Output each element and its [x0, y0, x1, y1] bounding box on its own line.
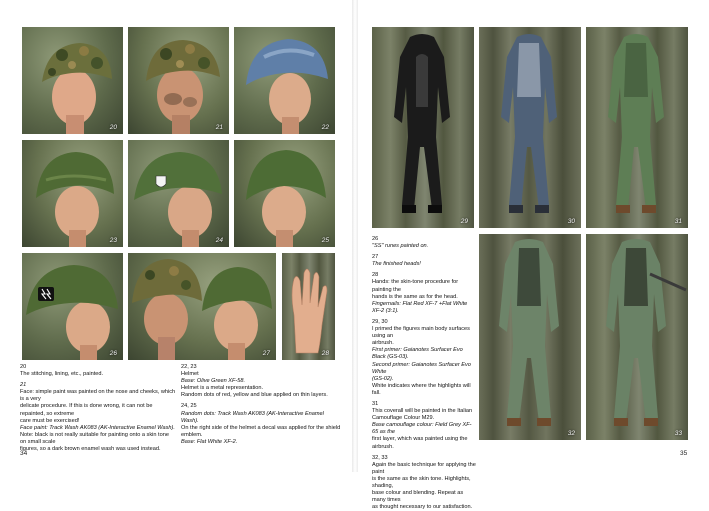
- caption-line: base colour and blending. Repeat as many times: [372, 490, 464, 504]
- caption-line: Random dots: Track Wash AK083 (AK-Interactive Enamel Wash).: [181, 410, 324, 424]
- head-green-helmet-ss-runes-illustration: [22, 253, 123, 360]
- caption-line: as thought necessary to our satisfaction.: [372, 504, 473, 511]
- caption-number: 21: [20, 382, 27, 389]
- captions-right-column: [372, 236, 476, 511]
- caption-line: Note: black is not really suitable for painting onto a skin tone on small scale: [20, 431, 169, 445]
- caption-number: 22, 23: [181, 364, 197, 370]
- photo-28: [282, 253, 335, 360]
- caption-line: Face: simple paint was painted on the nose and cheeks, which is a very: [20, 389, 176, 403]
- photo-24: [128, 140, 229, 247]
- photo-30: [479, 27, 581, 228]
- photo-number: 26: [109, 350, 117, 357]
- caption-line: Face paint: Track Wash AK083 (AK-Interactive Enamel Wash).: [20, 424, 175, 431]
- caption-line: Base: Flat White XF-2.: [181, 438, 238, 445]
- caption-line: is the same as the skin tone. Highlights, shading,: [372, 475, 471, 489]
- photo-21: [128, 27, 229, 134]
- head-green-helmet-illustration: [22, 140, 123, 247]
- black-coverall-illustration: [372, 27, 474, 228]
- photo-23: [22, 140, 123, 247]
- caption-line: First primer: Gaianotes Surfacer Evo Black (GS-03).: [372, 347, 463, 361]
- head-camo-helmet-illustration: [22, 27, 123, 134]
- grey-coverall-illustration: [479, 27, 581, 228]
- caption-number: 29, 30: [372, 318, 388, 325]
- caption-line: figures, so a dark brown enamel wash was used instead.: [20, 446, 161, 453]
- camo-coverall-illustration: [479, 234, 581, 440]
- page-number-right: 35: [680, 450, 688, 457]
- photo-22: [234, 27, 335, 134]
- caption-number: 28: [372, 272, 379, 279]
- photo-29: [372, 27, 474, 228]
- caption-line: White indicates where the highlights will fall.: [372, 382, 471, 396]
- caption-line: care must be exercised!: [20, 417, 80, 424]
- photo-25: [234, 140, 335, 247]
- caption-line: On the right side of the helmet a decal was applied for the shield emblem.: [181, 424, 341, 438]
- head-blue-helmet-illustration: [234, 27, 335, 134]
- camo-coverall-illustration: [586, 234, 688, 440]
- photo-31: [586, 27, 688, 228]
- caption-line: airbrush.: [372, 340, 394, 347]
- photo-32: [479, 234, 581, 440]
- green-coverall-illustration: [586, 27, 688, 228]
- caption-number: 32, 33: [372, 454, 388, 461]
- caption-number: 24, 25: [181, 403, 197, 410]
- photo-27: [128, 253, 276, 360]
- photo-number: 32: [567, 430, 575, 437]
- caption-line: Second primer: Gaianotes Surfacer Evo White: [372, 361, 471, 375]
- caption-line: Helmet is a metal representation.: [181, 385, 264, 392]
- photo-number: 31: [674, 218, 682, 225]
- hand-illustration: [282, 253, 335, 360]
- photo-number: 22: [321, 124, 329, 131]
- photo-number: 28: [321, 350, 329, 357]
- caption-line: hands is the same as for the head.: [372, 293, 458, 300]
- caption-line: delicate procedure. If this is done wrong, it can not be repainted, so extreme: [20, 403, 153, 417]
- caption-text: The finished heads!: [372, 261, 421, 268]
- caption-line: This coverall will be painted in the Italian: [372, 408, 473, 415]
- caption-number: 27: [372, 254, 379, 261]
- photo-number: 33: [674, 430, 682, 437]
- caption-line: first layer, which was painted using the airbrush.: [372, 436, 468, 450]
- caption-number: 26: [372, 236, 379, 242]
- finished-heads-illustration: [128, 253, 276, 360]
- captions-left-column-1: [20, 364, 176, 453]
- photo-number: 27: [262, 350, 270, 357]
- page-gutter: [352, 0, 358, 472]
- photo-20: [22, 27, 123, 134]
- photo-33: [586, 234, 688, 440]
- photo-number: 25: [321, 237, 329, 244]
- caption-line: Again the basic technique for applying the paint: [372, 461, 476, 475]
- caption-line: Fingernails: Flat Red XF-7 +Flat White XF-2 (3:1).: [372, 300, 468, 314]
- photo-number: 23: [109, 237, 117, 244]
- captions-left-column-2: [181, 364, 341, 446]
- photo-number: 30: [567, 218, 575, 225]
- caption-line: Base camouflage colour: Field Grey XF-65 as the: [372, 422, 472, 436]
- caption-line: Base: Olive Green XF-58.: [181, 378, 246, 385]
- caption-line: (GS-02).: [372, 375, 394, 382]
- photo-26: [22, 253, 123, 360]
- photo-number: 24: [215, 237, 223, 244]
- caption-line: Random dots of red, yellow and blue applied on thin layers.: [181, 392, 328, 399]
- caption-text: The stitching, lining, etc., painted.: [20, 371, 104, 378]
- photo-number: 20: [109, 124, 117, 131]
- head-camo-helmet-face-paint-illustration: [128, 27, 229, 134]
- photo-number: 21: [215, 124, 223, 131]
- page-number-left: 34: [20, 450, 28, 457]
- caption-line: I primed the figures main body surfaces using an: [372, 326, 470, 340]
- caption-text: "SS" runes painted on.: [372, 243, 429, 250]
- caption-line: Camouflage Colour M29.: [372, 415, 435, 422]
- head-green-helmet-shield-decal-illustration: [128, 140, 229, 247]
- caption-line: Helmet: [181, 371, 199, 378]
- caption-number: 31: [372, 400, 379, 407]
- photo-number: 29: [460, 218, 468, 225]
- caption-line: Hands: the skin-tone procedure for painting the: [372, 279, 459, 293]
- head-green-helmet-front-illustration: [234, 140, 335, 247]
- caption-number: 20: [20, 364, 27, 370]
